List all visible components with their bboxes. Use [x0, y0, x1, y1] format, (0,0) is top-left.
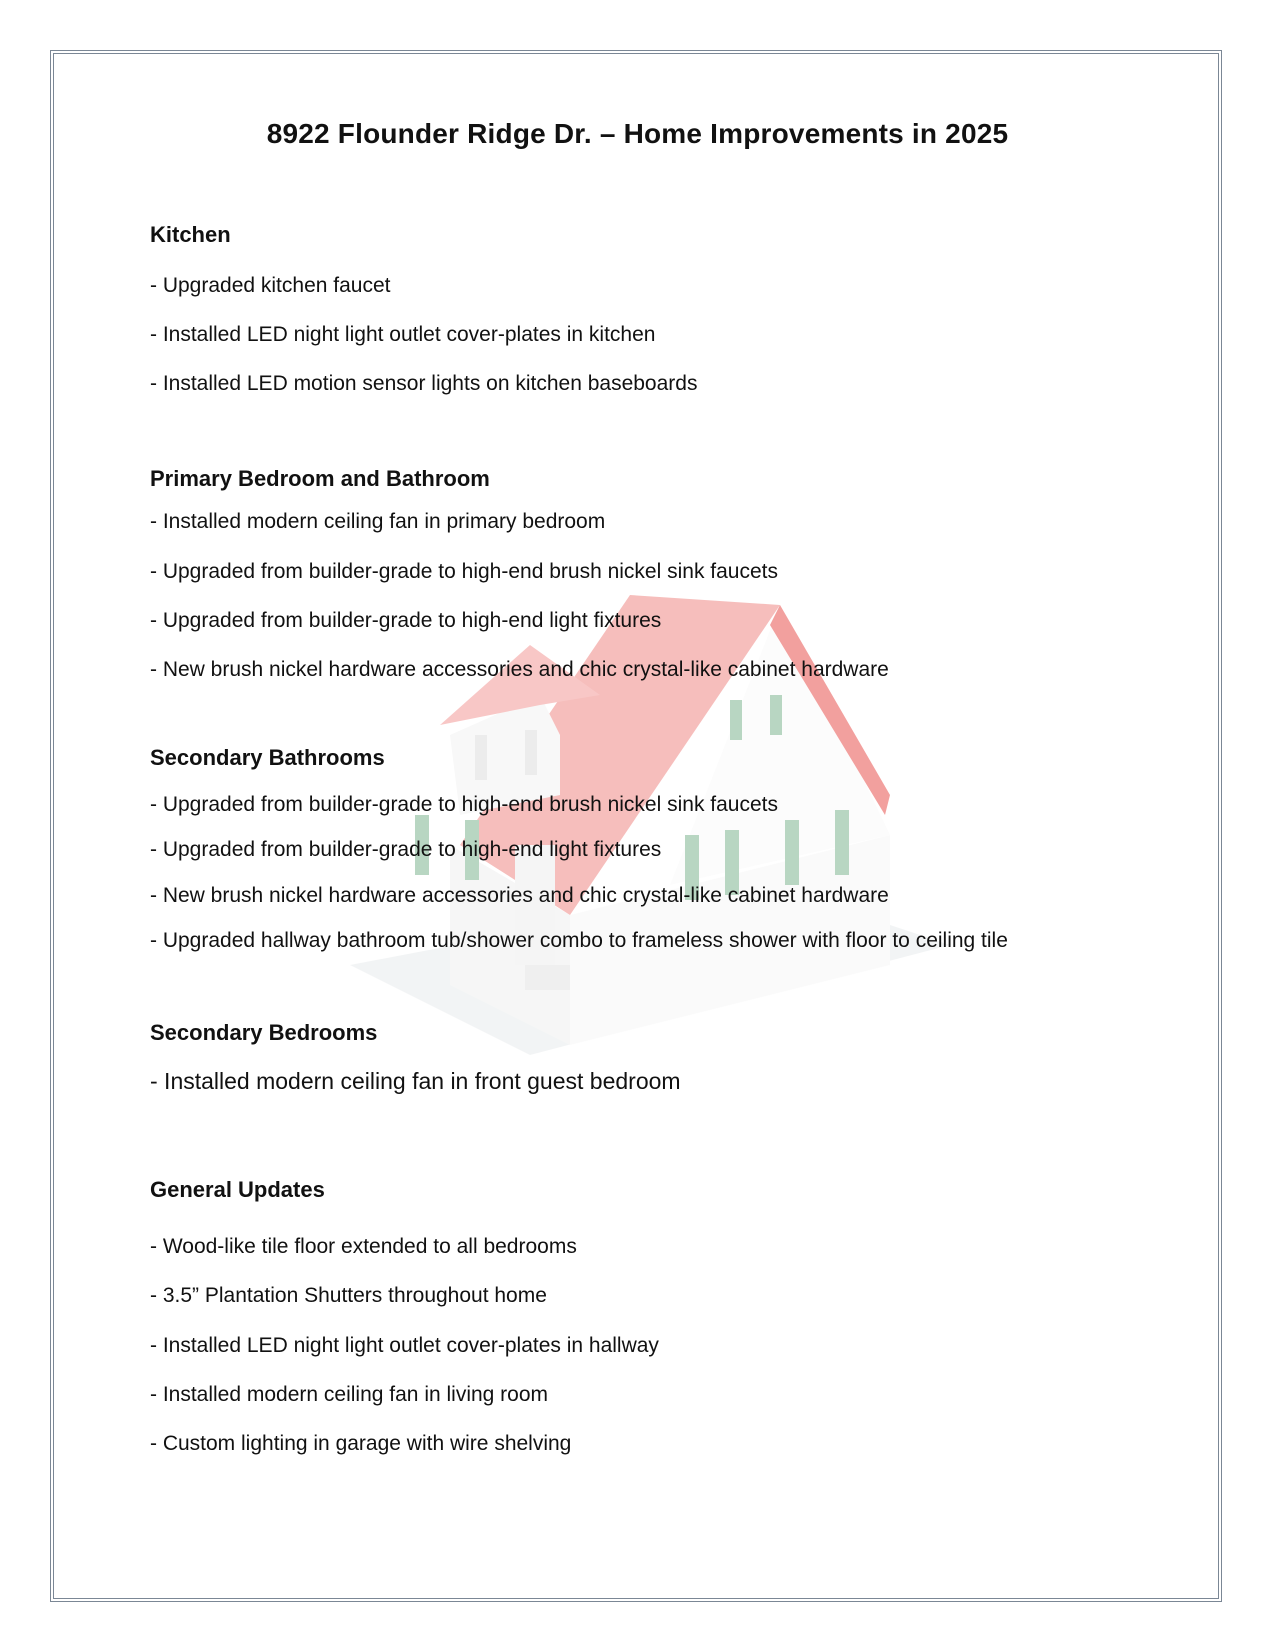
list-item: - Upgraded kitchen faucet: [150, 274, 391, 297]
list-item: - New brush nickel hardware accessories and chic crystal-like cabinet hardware: [150, 658, 889, 681]
list-item: - Upgraded from builder-grade to high-end light fixtures: [150, 838, 662, 861]
list-item: - Installed modern ceiling fan in living room: [150, 1383, 549, 1406]
document-title: 8922 Flounder Ridge Dr. – Home Improvements in 2025: [266, 118, 1009, 149]
section-heading-secondary-bedrooms: Secondary Bedrooms: [150, 1020, 378, 1045]
list-item: - Upgraded hallway bathroom tub/shower combo to frameless shower with floor to ceiling tile: [150, 929, 1008, 952]
list-item: - Installed modern ceiling fan in front guest bedroom: [150, 1068, 681, 1094]
section-heading-primary-bedroom: Primary Bedroom and Bathroom: [150, 466, 490, 491]
list-item: - Upgraded from builder-grade to high-end light fixtures: [150, 609, 662, 632]
list-item: - Installed LED night light outlet cover-plates in hallway: [150, 1334, 659, 1357]
section-heading-secondary-bathrooms: Secondary Bathrooms: [150, 745, 385, 770]
section-heading-general-updates: General Updates: [150, 1177, 325, 1202]
list-item: - 3.5” Plantation Shutters throughout home: [150, 1284, 547, 1307]
list-item: - Custom lighting in garage with wire shelving: [150, 1432, 572, 1455]
list-item: - Installed modern ceiling fan in primary bedroom: [150, 510, 606, 533]
list-item: - Installed LED motion sensor lights on kitchen baseboards: [150, 372, 698, 395]
section-heading-kitchen: Kitchen: [150, 222, 231, 247]
list-item: - Upgraded from builder-grade to high-end brush nickel sink faucets: [150, 560, 779, 583]
list-item: - Wood-like tile floor extended to all bedrooms: [150, 1235, 577, 1258]
list-item: - Upgraded from builder-grade to high-end brush nickel sink faucets: [150, 793, 779, 816]
list-item: - Installed LED night light outlet cover-plates in kitchen: [150, 323, 656, 346]
list-item: - New brush nickel hardware accessories and chic crystal-like cabinet hardware: [150, 884, 889, 907]
